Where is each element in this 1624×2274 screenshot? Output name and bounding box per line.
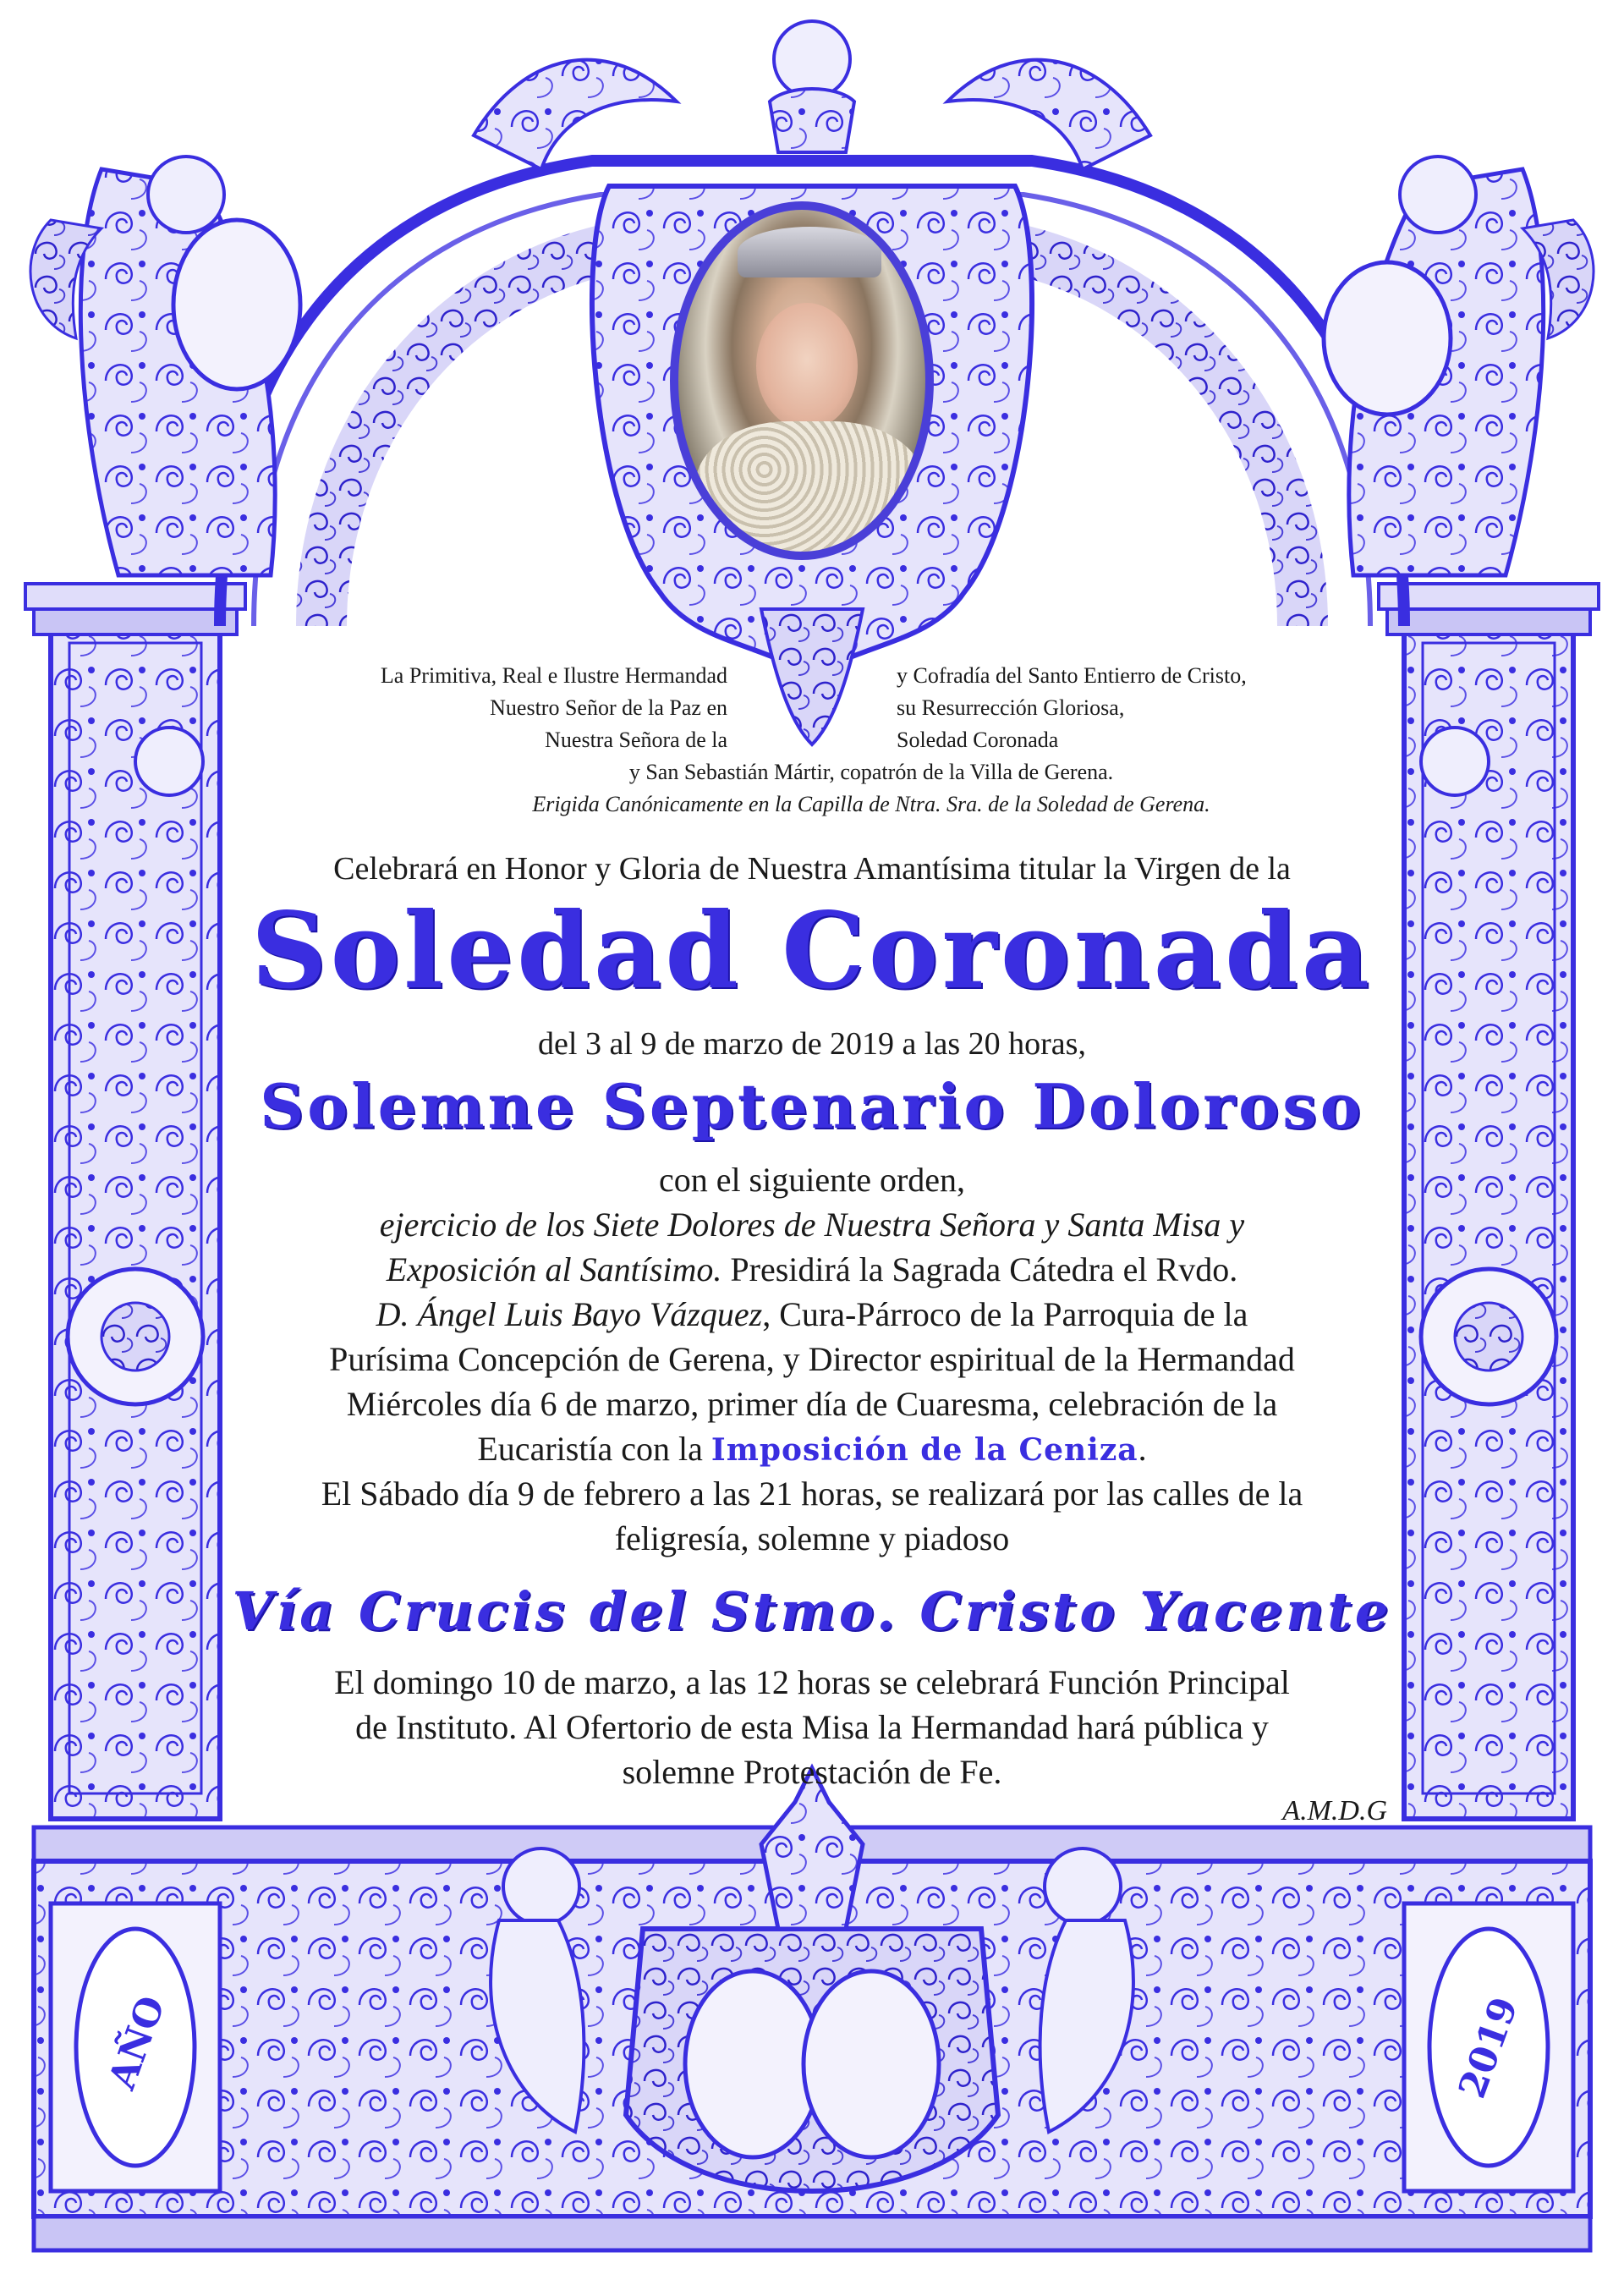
brotherhood-line4: y San Sebastián Mártir, copatrón de la Villa de Gerena. bbox=[628, 760, 1114, 784]
right-angel bbox=[1324, 157, 1594, 575]
closing-line3: solemne Protestación de Fe. bbox=[622, 1753, 1002, 1791]
body-line7 bbox=[0, 1426, 1624, 1473]
brotherhood-line5: Erigida Canónicamente en la Capilla de Ntra. Sra. de la Soledad de Gerena. bbox=[532, 792, 1210, 816]
brotherhood-line2-right: su Resurrección Gloriosa, bbox=[897, 695, 1125, 720]
body-line4-italic: D. Ángel Luis Bayo Vázquez bbox=[376, 1295, 763, 1333]
body-line3-rest: Presidirá la Sagrada Cátedra el Rvdo. bbox=[721, 1250, 1238, 1288]
closing-line2: de Instituto. Al Ofertorio de esta Misa la Hermandad hará pública y bbox=[355, 1708, 1269, 1746]
virgin-portrait bbox=[670, 201, 934, 560]
brotherhood-line3-right: Soledad Coronada bbox=[897, 728, 1059, 752]
main-title: Soledad Coronada bbox=[250, 890, 1374, 1013]
dates-text: del 3 al 9 de marzo de 2019 a las 20 horas, bbox=[538, 1026, 1086, 1062]
intro-text: Celebrará en Honor y Gloria de Nuestra Amantísima titular la Virgen de la bbox=[333, 851, 1291, 887]
portrait-crown bbox=[738, 227, 881, 277]
portrait-lace bbox=[695, 421, 925, 560]
ceniza-highlight: Imposición de la Ceniza bbox=[710, 1432, 1138, 1468]
brotherhood-line2-left: Nuestro Señor de la Paz en bbox=[490, 695, 727, 720]
bottom-band bbox=[34, 1768, 1590, 2250]
body-line4-rest: , Cura-Párroco de la Parroquia de la bbox=[762, 1295, 1248, 1333]
closing-line1: El domingo 10 de marzo, a las 12 horas se celebrará Función Principal bbox=[334, 1663, 1290, 1701]
body-line1: con el siguiente orden, bbox=[658, 1161, 966, 1199]
body-line7-end: . bbox=[1138, 1430, 1147, 1468]
brotherhood-line1-left: La Primitiva, Real e Ilustre Hermandad bbox=[380, 663, 727, 688]
portrait-face bbox=[756, 303, 858, 430]
body-line8: El Sábado día 9 de febrero a las 21 horas, se realizará por las calles de la bbox=[321, 1475, 1303, 1513]
year-value: 2019 bbox=[1451, 1991, 1527, 2104]
amdg: A.M.D.G bbox=[1282, 1795, 1387, 1826]
body-line3-italic: Exposición al Santísimo. bbox=[386, 1250, 722, 1288]
brotherhood-line1-right: y Cofradía del Santo Entierro de Cristo, bbox=[897, 663, 1247, 688]
body-line5: Purísima Concepción de Gerena, y Director espiritual de la Hermandad bbox=[329, 1340, 1295, 1378]
via-crucis-title: Vía Crucis del Stmo. Cristo Yacente bbox=[232, 1580, 1392, 1642]
left-angel bbox=[30, 157, 300, 575]
brotherhood-line3-left: Nuestra Señora de la bbox=[545, 728, 727, 752]
body-line7-start: Eucaristía con la bbox=[477, 1430, 711, 1468]
body-line4 bbox=[0, 1292, 1624, 1337]
subtitle: Solemne Septenario Doloroso bbox=[260, 1070, 1364, 1142]
year-label: AÑO bbox=[100, 1990, 174, 2095]
body-line2: ejercicio de los Siete Dolores de Nuestra Señora y Santa Misa y bbox=[379, 1206, 1245, 1244]
body-line3 bbox=[0, 1247, 1624, 1292]
body-line9: feligresía, solemne y piadoso bbox=[614, 1519, 1010, 1557]
body-line6: Miércoles día 6 de marzo, primer día de Cuaresma, celebración de la bbox=[346, 1385, 1278, 1423]
